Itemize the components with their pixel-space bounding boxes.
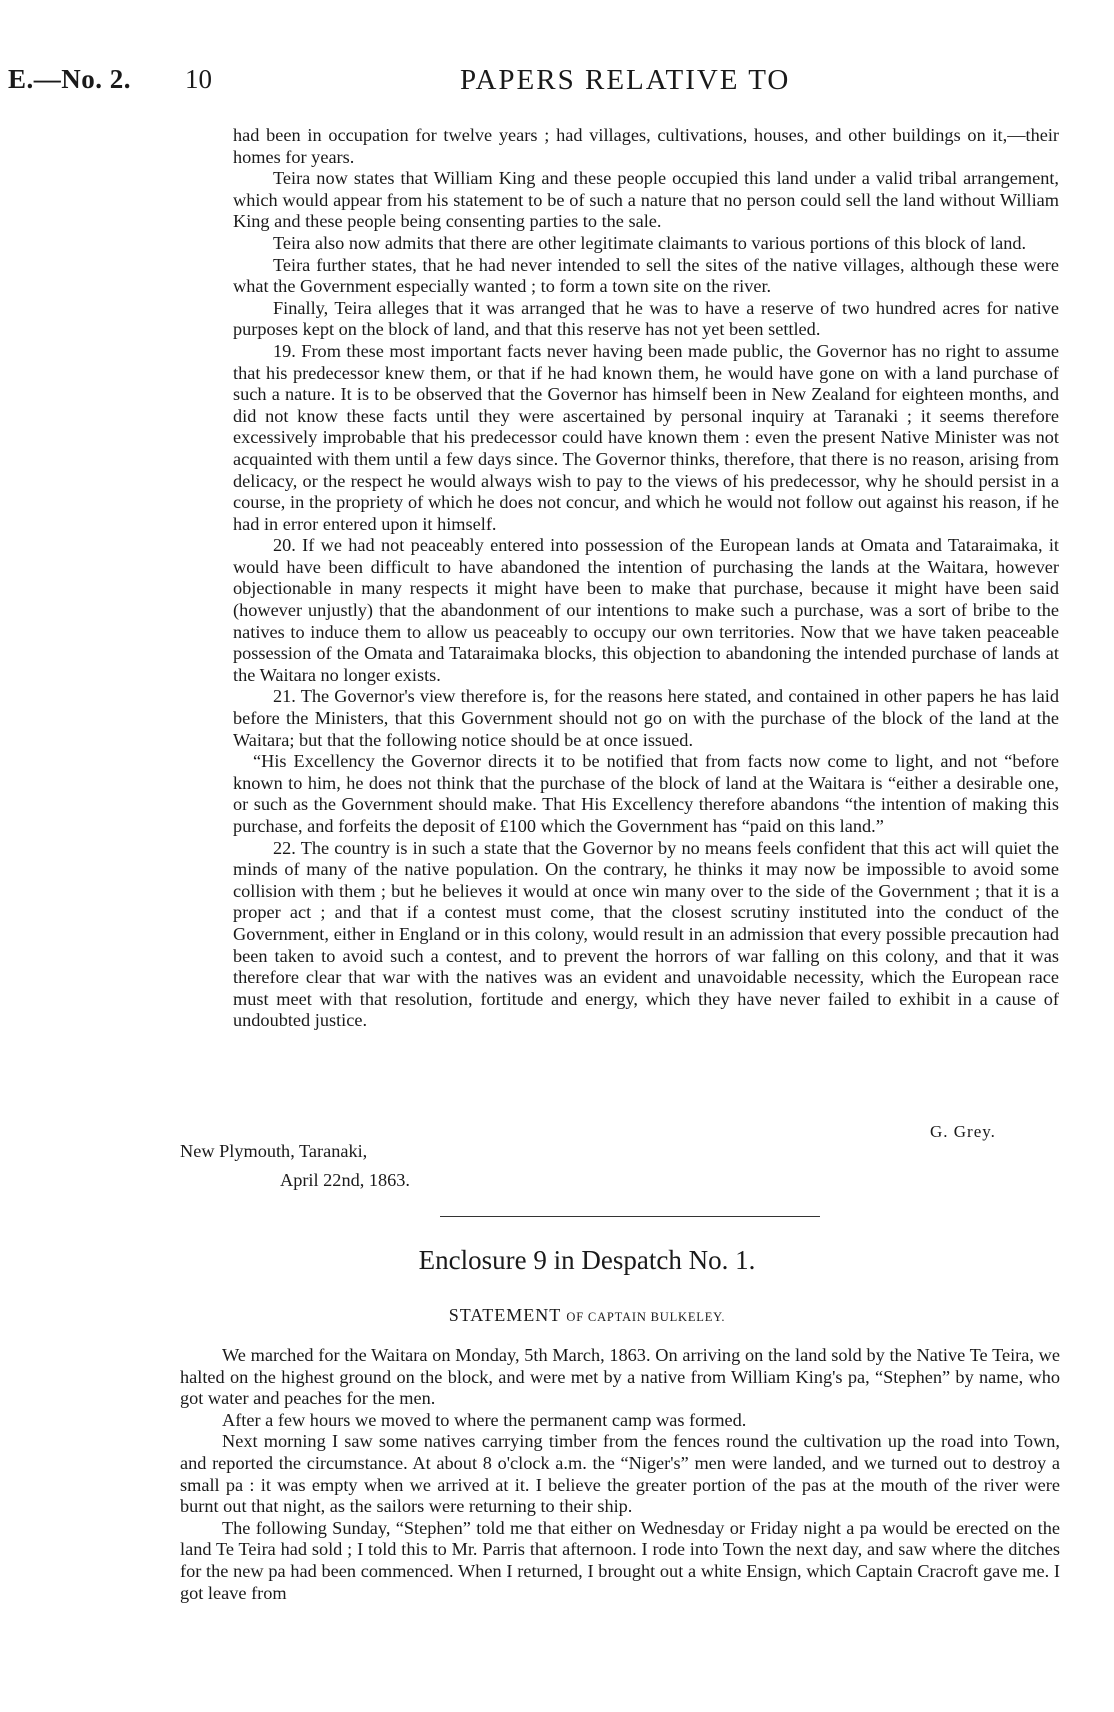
paragraph-other-claimants: Teira also now admits that there are other legitimate claimants to various portions of this block of land.	[273, 232, 1027, 253]
statement-heading	[0, 1305, 1114, 1326]
place-line: New Plymouth, Taranaki,	[180, 1141, 368, 1161]
document-reference: E.—No. 2.	[8, 64, 132, 94]
notice-quote: “His Excellency the Governor directs it to be notified that from facts now come to light, and not “before known to him, he does not think that the purchase of the block of land at the Waitara is “either a desirable one, or such as the Government should make. That His Excellency therefore abandons “the intention of making this purchase, and forfeits the deposit of £100 which the Government has “paid on this land.”	[233, 751, 1059, 836]
paragraph-21: 21. The Governor's view therefore is, for the reasons here stated, and contained in other papers he has laid before the Ministers, that this Government should not go on with the purchase of the block of the land at the Waitara; but that the following notice should be at once issued.	[233, 686, 1059, 750]
place-date	[180, 1137, 410, 1195]
statement-paragraph-next-morning: Next morning I saw some natives carrying timber from the fences round the cultivation up the road into Town, and reported the circumstance. At about 8 o'clock a.m. the “Niger's” men were landed, and we turned out to destroy a small pa : it was empty when we arrived at it. I believe the greater portion of the pas at the mouth of the river were burnt out that night, as the sailors were returning to their ship.	[180, 1431, 1060, 1517]
statement-paragraph-camp: After a few hours we moved to where the permanent camp was formed.	[222, 1409, 747, 1430]
paragraph-22: 22. The country is in such a state that the Governor by no means feels confident that this act will quiet the minds of many of the native population. On the contrary, he thinks it may now be impossible to avoid some collision with them ; but he believes it would at once win many over to the side of the Government ; that it is a proper act ; and that if a contest must come, that the closest scrutiny instituted into the conduct of the Government, either in England or in this colony, would result in an admission that every possible precaution had been taken to avoid such a contest, and to prevent the horrors of war falling on this colony, and that it was therefore clear that war with the natives was an evident and unavoidable necessity, which the European race must meet with that resolution, fortitude and energy, which they have never failed to exhibit in a cause of undoubted justice.	[233, 837, 1059, 1031]
signature: G. Grey.	[930, 1122, 996, 1141]
page-number: 10	[185, 64, 212, 94]
paragraph-19: 19. From these most important facts never having been made public, the Governor has no right to assume that his predecessor knew them, or that if he had known them, he would have gone on with a land purchase of such a nature. It is to be observed that the Governor has himself been in New Zealand for eighteen months, and did not know these facts until they were ascertained by personal inquiry at Taranaki ; it seems therefore excessively improbable that his predecessor could have known them : even the present Native Minister was not acquainted with them until a few days since. The Governor thinks, therefore, that there is no reason, arising from delicacy, or the respect he would always wish to pay to the views of his predecessor, why he should persist in a course, in the propriety of which he does not concur, and which he would not follow out against his reason, if he had in error entered upon it himself.	[233, 340, 1059, 534]
statement-paragraph-march: We marched for the Waitara on Monday, 5th March, 1863. On arriving on the land sold by the Native Te Teira, we halted on the highest ground on the block, and were met by a native from William King's pa, “Stephen” by name, who got water and peaches for the men.	[180, 1345, 1060, 1409]
section-divider	[440, 1216, 820, 1217]
paragraph-20: 20. If we had not peaceably entered into possession of the European lands at Omata and Tataraimaka, it would have been difficult to have abandoned the intention of purchasing the lands at the Waitara, however objectionable in many respects it might have been to make that purchase, because it might have been said (however unjustly) that the abandonment of our intentions to make such a purchase, was a sort of bribe to the natives to induce them to allow us peaceably to occupy our own territories. Now that we have taken peaceable possession of the Omata and Tataraimaka blocks, this objection to abandoning the intended purchase of lands at the Waitara no longer exists.	[233, 535, 1059, 685]
statement-heading-rest: OF CAPTAIN BULKELEY.	[566, 1310, 726, 1324]
statement-paragraph-sunday: The following Sunday, “Stephen” told me that either on Wednesday or Friday night a pa would be erected on the land Te Teira had sold ; I told this to Mr. Parris that afternoon. I rode into Town the next day, and saw where the ditches for the new pa had been commenced. When I returned, I brought out a white Ensign, which Captain Cracroft gave me. I got leave from	[180, 1517, 1060, 1603]
paragraph-teira-arrangement: Teira now states that William King and these people occupied this land under a valid tribal arrangement, which would appear from his statement to be of such a nature that no person could sell the land without William King and these people being consenting parties to the sale.	[233, 168, 1059, 232]
paragraph-reserve: Finally, Teira alleges that it was arranged that he was to have a reserve of two hundred acres for native purposes kept on the block of land, and that this reserve has not yet been settled.	[233, 297, 1059, 340]
enclosure-title: Enclosure 9 in Despatch No. 1.	[418, 1245, 756, 1275]
paragraph-continuation: had been in occupation for twelve years ; had villages, cultivations, houses, and other buildings on it,—their homes for years.	[233, 125, 1059, 167]
paragraph-native-villages: Teira further states, that he had never intended to sell the sites of the native villages, although these were what the Government especially wanted ; to form a town site on the river.	[233, 254, 1059, 297]
page-header	[0, 62, 1114, 102]
memorandum-body	[233, 125, 1059, 1032]
date-line: April 22nd, 1863.	[280, 1170, 410, 1190]
statement-body	[180, 1345, 1060, 1604]
statement-heading-lead: STATEMENT	[448, 1305, 561, 1325]
running-title: PAPERS RELATIVE TO	[460, 64, 791, 96]
